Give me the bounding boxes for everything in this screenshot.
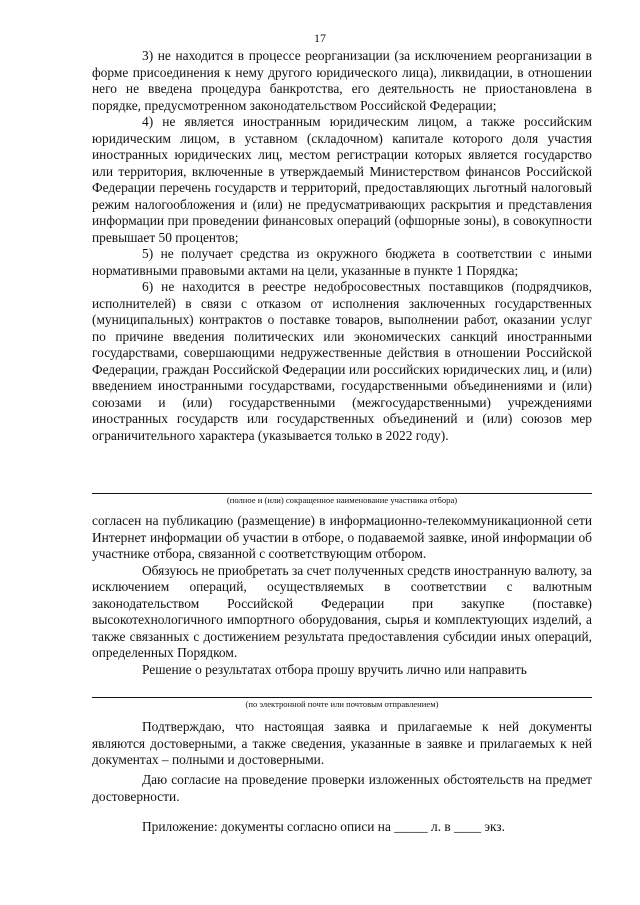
confirmation-block: [92, 719, 592, 769]
condition-item-4: 4) не является иностранным юридическим лицом, а также российским юридическим лицом, в уставном (складочном) капитале которого доля участия иностранных юридических лиц, местом регистрации которых является государство или территория, включенные в утверждаемый Министерством финансов Российской Федерации перечень государств и территорий, предоставляющих льготный налоговый режим налогообложения и (или) не предусматривающих раскрытия и представления информации при проведении финансовых операций (офшорные зоны), в совокупности превышает 50 процентов;: [92, 114, 592, 245]
participant-name-caption: (полное и (или) сокращенное наименование участника отбора): [226, 495, 458, 505]
conditions-list: [92, 48, 592, 444]
verification-consent-paragraph: Даю согласие на проведение проверки изложенных обстоятельств на предмет достоверности.: [92, 772, 592, 804]
condition-item-3: 3) не находится в процессе реорганизации (за исключением реорганизации в форме присоединения к нему другого юридического лица), ликвидации, в отношении него не введена процедура банкротства, его деятельность не приостановлена в порядке, предусмотренном законодательством Российской Федерации;: [92, 48, 592, 113]
attachment-line: Приложение: документы согласно описи на _____ л. в ____ экз.: [142, 819, 505, 834]
delivery-method-field: [92, 697, 592, 709]
condition-item-6: 6) не находится в реестре недобросовестных поставщиков (подрядчиков, исполнителей) в связи с отказом от исполнения заключенных государственных (муниципальных) контрактов о поставке товаров, выполнении работ, оказании услуг по причине введения политических или экономических санкций иностранными государствами, совершающими недружественные действия в отношении Российской Федерации, граждан Российской Федерации или российских юридических лиц, и (или) введением иностранными государствами, государственными объединениями и (или) союзами и (или) государственными (межгосударственными) учреждениями иностранных государств или государственных объединений и (или) союзов мер ограничительного характера (указывается только в 2022 году).: [92, 279, 592, 443]
participant-name-field: [92, 493, 592, 505]
verification-block: [92, 772, 592, 805]
publication-consent-paragraph: согласен на публикацию (размещение) в информационно-телекоммуникационной сети Интернет информации об участии в отборе, о подаваемой заявке, иной информации об участнике отбора, связанной с соответствующим отбором.: [92, 513, 592, 561]
confirmation-paragraph: Подтверждаю, что настоящая заявка и прилагаемые к ней документы являются достоверными, а также сведения, указанные в заявке и прилагаемых к ней документах – полными и достоверными.: [92, 719, 592, 767]
consent-block: [92, 513, 592, 678]
delivery-method-line: [92, 697, 592, 698]
decision-delivery-paragraph: Решение о результатах отбора прошу вручить лично или направить: [142, 661, 527, 677]
currency-obligation-paragraph: Обязуюсь не приобретать за счет полученных средств иностранную валюту, за исключением операций, осуществляемых в соответствии с валютным законодательством Российской Федерации при закупке (поставке) высокотехнологичного импортного оборудования, сырья и комплектующих изделий, а также связанных с достижением результата предоставления субсидии иных операций, определенных Порядком.: [92, 562, 592, 660]
page-number: 17: [314, 31, 326, 45]
attachment-block: [92, 819, 592, 836]
delivery-method-caption: (по электронной почте или почтовым отправлением): [245, 699, 439, 709]
condition-item-5: 5) не получает средства из окружного бюджета в соответствии с иными нормативными правовыми актами на цели, указанные в пункте 1 Порядка;: [92, 246, 592, 278]
participant-name-line: [92, 493, 592, 494]
